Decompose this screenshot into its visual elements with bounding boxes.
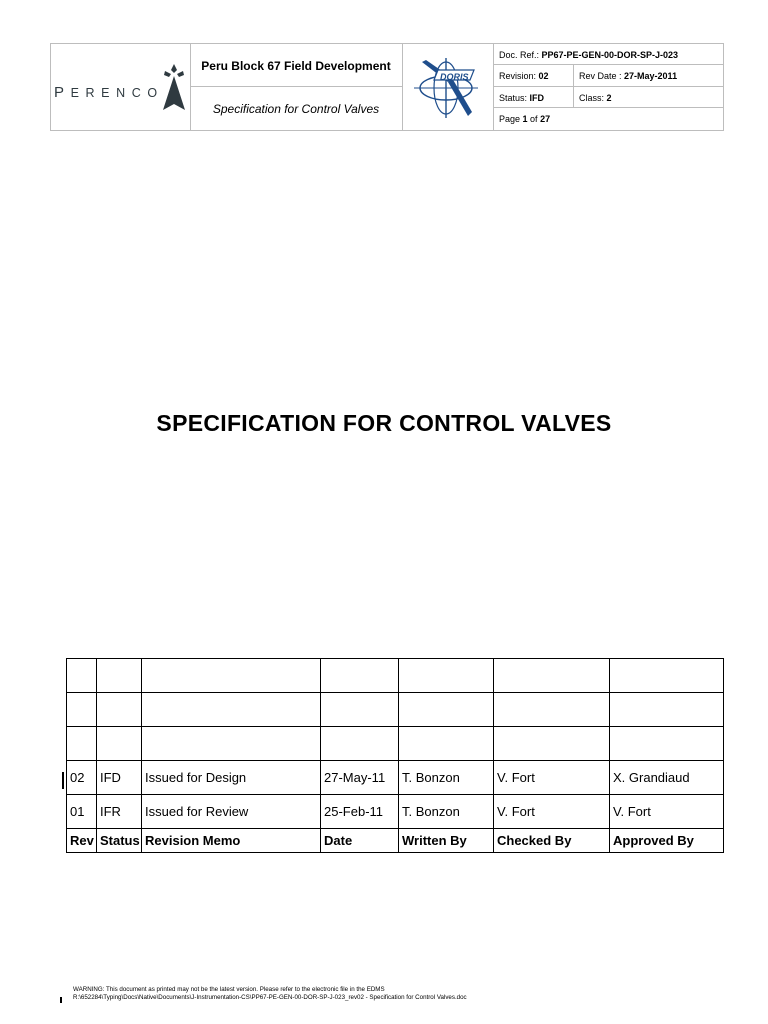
table-cell (610, 693, 724, 727)
class-cell: Class: 2 (573, 86, 724, 108)
revision-cell: Revision: 02 (493, 64, 574, 87)
table-row (67, 727, 724, 761)
rev-date-cell: Rev Date : 27-May-2011 (573, 64, 724, 87)
table-cell (97, 693, 142, 727)
date-cell: 25-Feb-11 (321, 795, 399, 829)
table-row (67, 795, 724, 829)
document-footer (73, 986, 467, 1002)
title-divider (190, 86, 402, 87)
table-header-row (67, 829, 724, 853)
status-cell: Status: IFD (493, 86, 574, 108)
project-title: Peru Block 67 Field Development (201, 59, 391, 73)
table-row (67, 659, 724, 693)
table-cell (321, 693, 399, 727)
header-date: Date (321, 829, 399, 853)
footer-warning: WARNING: This document as printed may not be the latest version. Please refer to the electronic file in the EDMS (73, 986, 385, 993)
table-cell (97, 659, 142, 693)
written-by-cell: T. Bonzon (399, 795, 494, 829)
table-cell (142, 659, 321, 693)
header-checked-by: Checked By (494, 829, 610, 853)
table-cell (610, 659, 724, 693)
doc-ref-cell: Doc. Ref.: PP67-PE-GEN-00-DOR-SP-J-023 (493, 43, 724, 65)
page-number-cell: Page 1 of 27 (493, 107, 724, 131)
doris-logo-text: DORIS (440, 72, 469, 82)
rev-cell: 02 (67, 761, 97, 795)
approved-by-cell: X. Grandiaud (610, 761, 724, 795)
perenco-logo-text: PERENCO (54, 84, 164, 101)
document-title: SPECIFICATION FOR CONTROL VALVES (156, 410, 612, 436)
doris-logo-cell (402, 43, 494, 131)
date-cell: 27-May-11 (321, 761, 399, 795)
table-cell (142, 693, 321, 727)
table-cell (494, 727, 610, 761)
status-cell: IFR (97, 795, 142, 829)
revision-table (66, 658, 724, 853)
checked-by-cell: V. Fort (494, 761, 610, 795)
document-subtitle: Specification for Control Valves (212, 102, 380, 116)
table-cell (67, 693, 97, 727)
document-header (50, 43, 724, 131)
footer-change-bar (60, 997, 62, 1003)
perenco-ermine-icon (161, 64, 187, 112)
table-cell (321, 659, 399, 693)
table-row (67, 693, 724, 727)
status-cell: IFD (97, 761, 142, 795)
memo-cell: Issued for Review (142, 795, 321, 829)
written-by-cell: T. Bonzon (399, 761, 494, 795)
table-cell (97, 727, 142, 761)
table-cell (67, 659, 97, 693)
footer-file-path: R:\652284\Typing\Docs\Native\Documents\J-Instrumentation-CS\PP67-PE-GEN-00-DOR-SP-J-023_rev02 - Specification for Control Valves.doc (73, 994, 467, 1001)
document-info-grid (493, 43, 724, 131)
checked-by-cell: V. Fort (494, 795, 610, 829)
table-cell (610, 727, 724, 761)
table-cell (399, 727, 494, 761)
table-cell (494, 693, 610, 727)
header-written-by: Written By (399, 829, 494, 853)
table-cell (494, 659, 610, 693)
memo-cell: Issued for Design (142, 761, 321, 795)
header-revision-memo: Revision Memo (142, 829, 321, 853)
header-approved-by: Approved By (610, 829, 724, 853)
header-status: Status (97, 829, 142, 853)
table-cell (67, 727, 97, 761)
table-cell (399, 693, 494, 727)
table-cell (321, 727, 399, 761)
table-cell (399, 659, 494, 693)
revision-change-bar (62, 772, 64, 789)
rev-cell: 01 (67, 795, 97, 829)
perenco-logo-cell (50, 43, 191, 131)
table-row (67, 761, 724, 795)
doris-globe-icon (408, 52, 488, 124)
project-title-cell (190, 43, 403, 131)
header-rev: Rev (67, 829, 97, 853)
approved-by-cell: V. Fort (610, 795, 724, 829)
table-cell (142, 727, 321, 761)
